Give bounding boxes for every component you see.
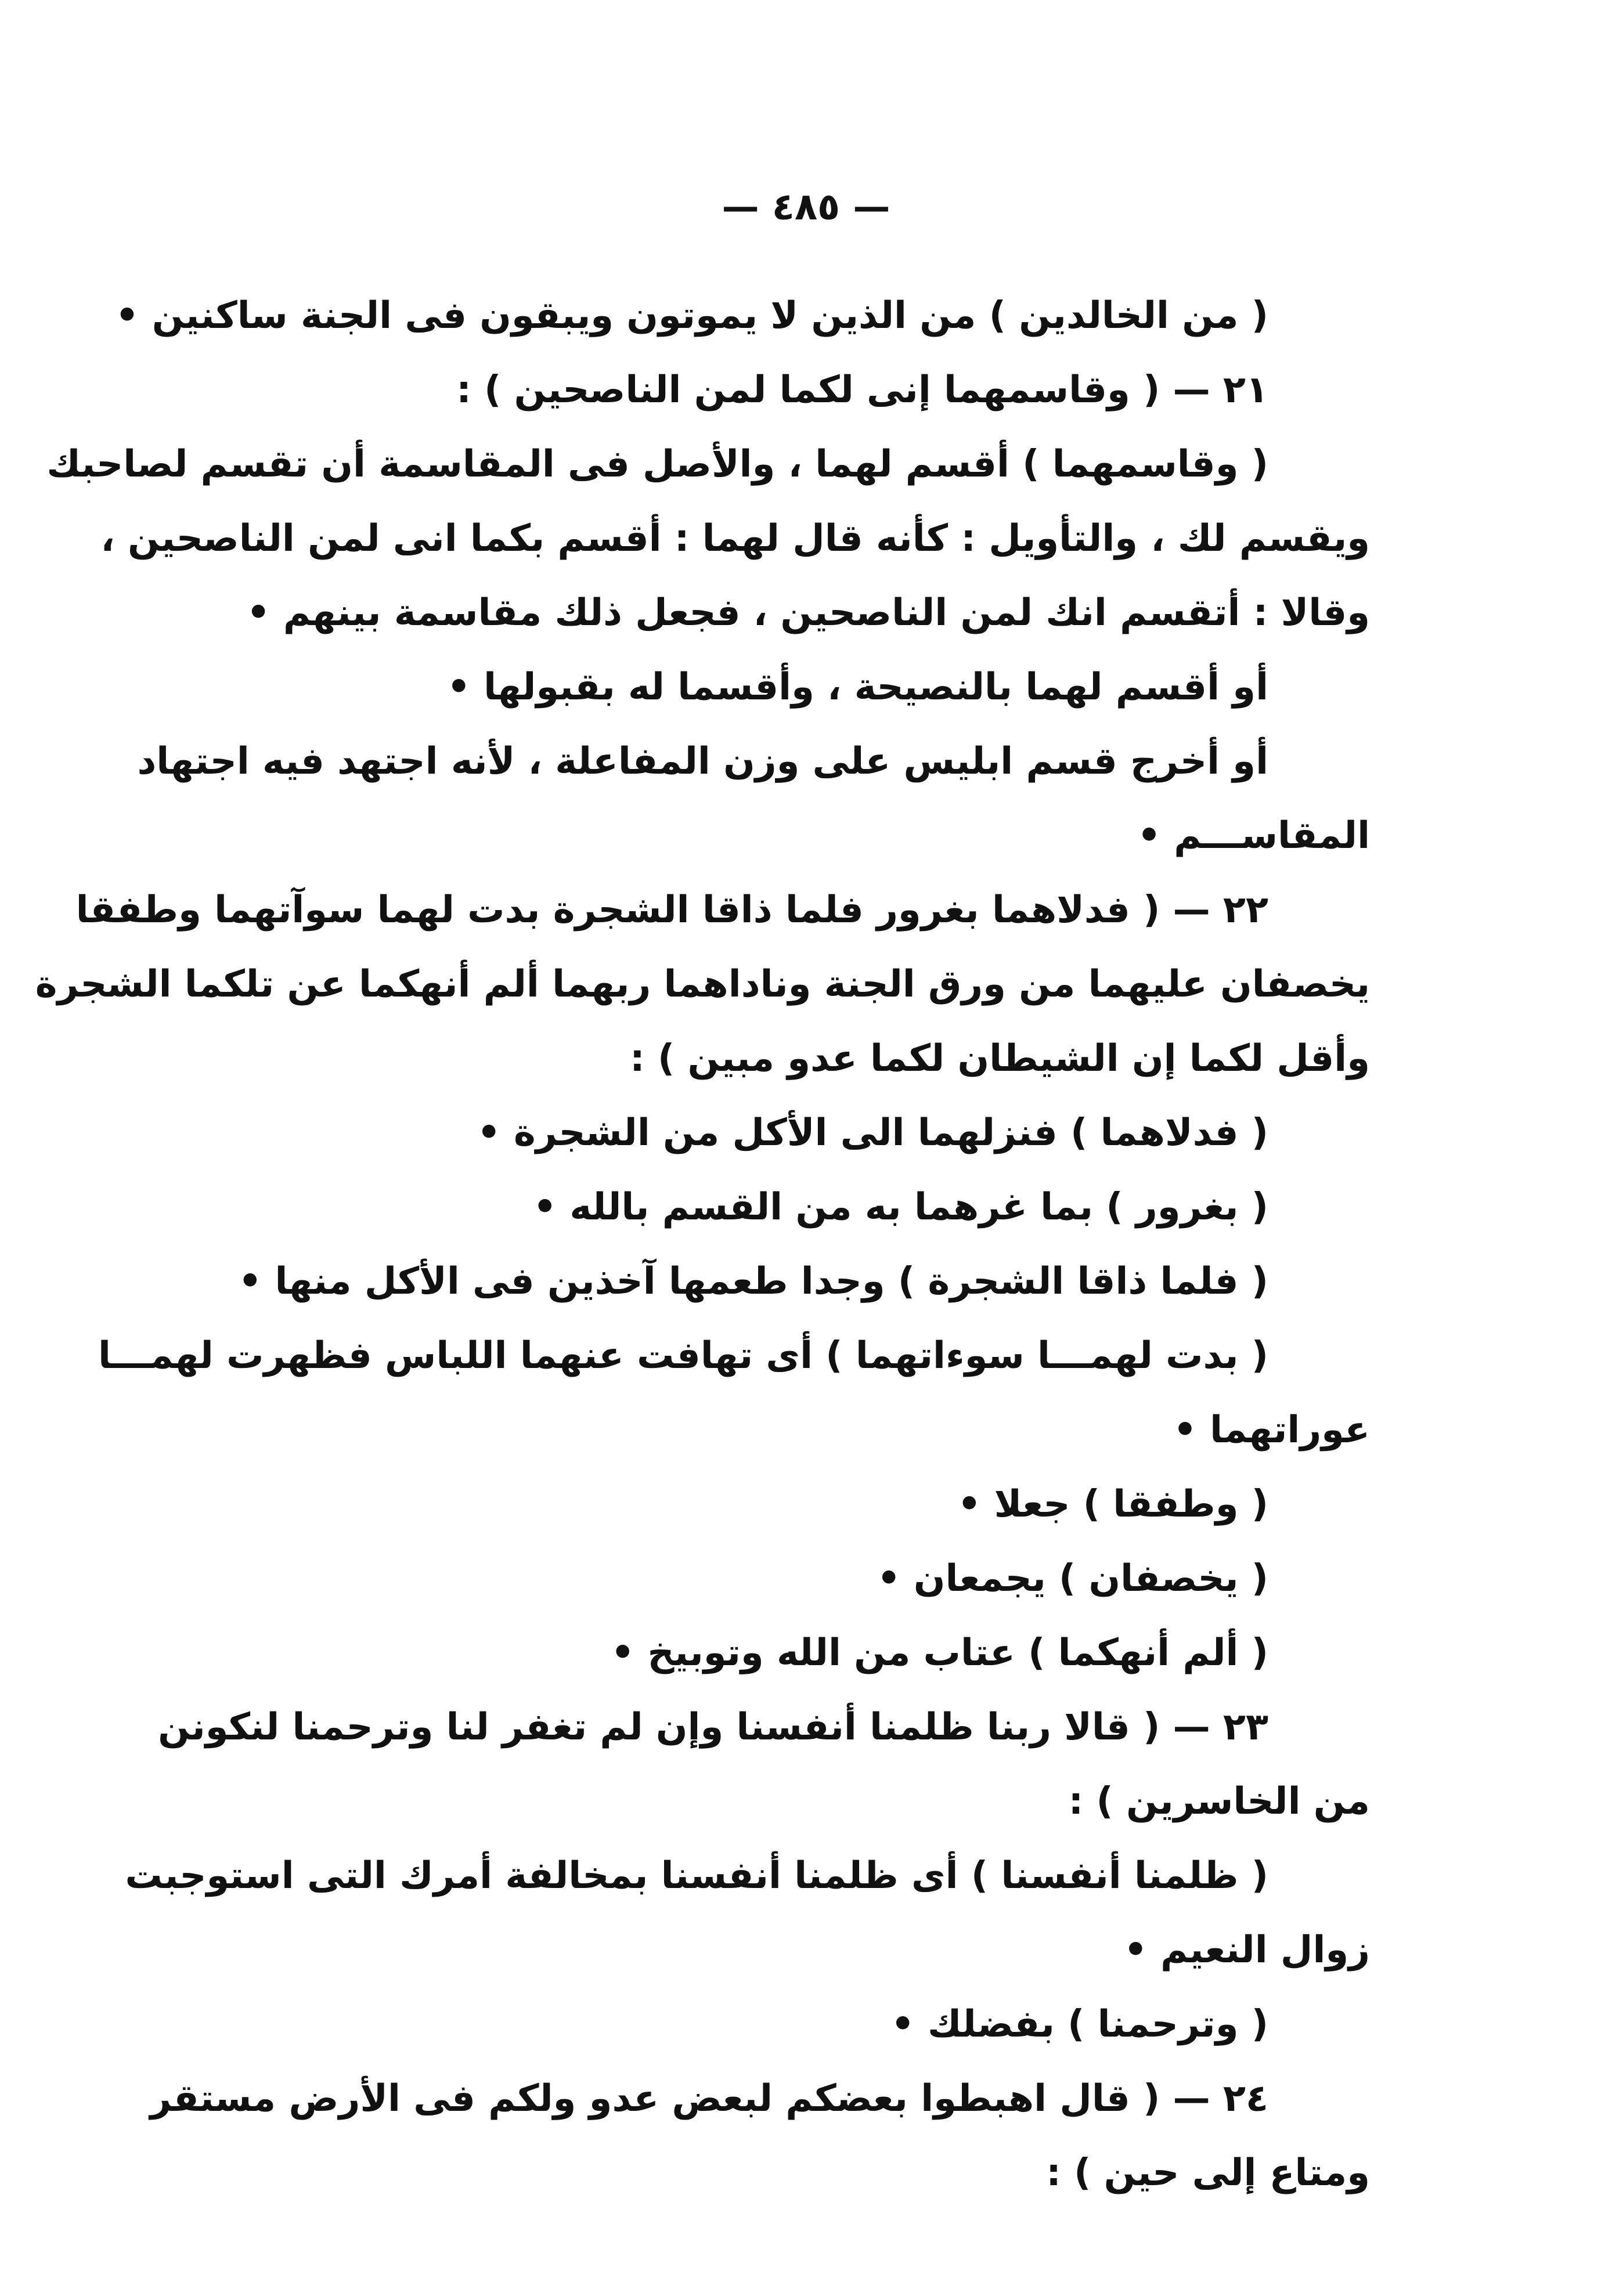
body-text: [35, 279, 1370, 2210]
text-line-7: أو أخرج قسم ابليس على وزن المفاعلة ، لأنه اجتهد فيه اجتهاد: [137, 740, 1268, 783]
text-line-26: ومتاع إلى حين ) :: [1046, 2151, 1370, 2194]
text-line-2: ٢١ — ( وقاسمهما إنى لكما لمن الناصحين ) :: [456, 369, 1268, 411]
page-number: — ٤٨٥ —: [722, 186, 890, 229]
text-line-10: يخصفان عليهما من ورق الجنة وناداهما ربهما ألم أنهكما عن تلكما الشجرة: [35, 963, 1370, 1006]
text-line-5: وقالا : أتقسم انك لمن الناصحين ، فجعل ذلك مقاسمة بينهم •: [246, 591, 1370, 634]
text-line-16: عوراتهما •: [1173, 1409, 1370, 1452]
text-line-12: ( فدلاهما ) فنزلهما الى الأكل من الشجرة •: [477, 1111, 1268, 1154]
text-line-1: ( من الخالدين ) من الذين لا يموتون ويبقون فى الجنة ساكنين •: [115, 294, 1268, 337]
text-line-22: ( ظلمنا أنفسنا ) أى ظلمنا أنفسنا بمخالفة أمرك التى استوجبت: [125, 1854, 1268, 1897]
text-line-14: ( فلما ذاقا الشجرة ) وجدا طعمها آخذين فى الأكل منها •: [238, 1260, 1268, 1303]
text-line-8: المقاســـم •: [1137, 814, 1370, 857]
text-line-17: ( وطفقا ) جعلا •: [957, 1483, 1268, 1526]
text-line-6: أو أقسم لهما بالنصيحة ، وأقسما له بقبولها •: [446, 666, 1268, 709]
text-line-11: وأقل لكما إن الشيطان لكما عدو مبين ) :: [630, 1037, 1370, 1080]
text-line-13: ( بغرور ) بما غرهما به من القسم بالله •: [533, 1186, 1268, 1229]
text-line-21: من الخاسرين ) :: [1068, 1780, 1370, 1823]
text-line-3: ( وقاسمهما ) أقسم لهما ، والأصل فى المقاسمة أن تقسم لصاحبك: [46, 443, 1268, 486]
text-line-24: ( وترحمنا ) بفضلك •: [890, 2003, 1268, 2046]
text-line-25: ٢٤ — ( قال اهبطوا بعضكم لبعض عدو ولكم فى الأرض مستقر: [150, 2077, 1268, 2120]
text-line-15: ( بدت لهمـــا سوءاتهما ) أى تهافت عنهما اللباس فظهرت لهمـــا: [98, 1334, 1268, 1377]
text-line-4: ويقسم لك ، والتأويل : كأنه قال لهما : أقسم بكما انى لمن الناصحين ،: [100, 517, 1370, 560]
text-line-20: ٢٣ — ( قالا ربنا ظلمنا أنفسنا وإن لم تغفر لنا وترحمنا لنكونن: [158, 1706, 1268, 1749]
text-line-9: ٢٢ — ( فدلاهما بغرور فلما ذاقا الشجرة بدت لهما سوآتهما وطفقا: [75, 889, 1268, 932]
text-line-23: زوال النعيم •: [1123, 1929, 1370, 1972]
text-line-18: ( يخصفان ) يجمعان •: [877, 1557, 1268, 1600]
text-line-19: ( ألم أنهكما ) عتاب من الله وتوبيخ •: [611, 1631, 1268, 1674]
